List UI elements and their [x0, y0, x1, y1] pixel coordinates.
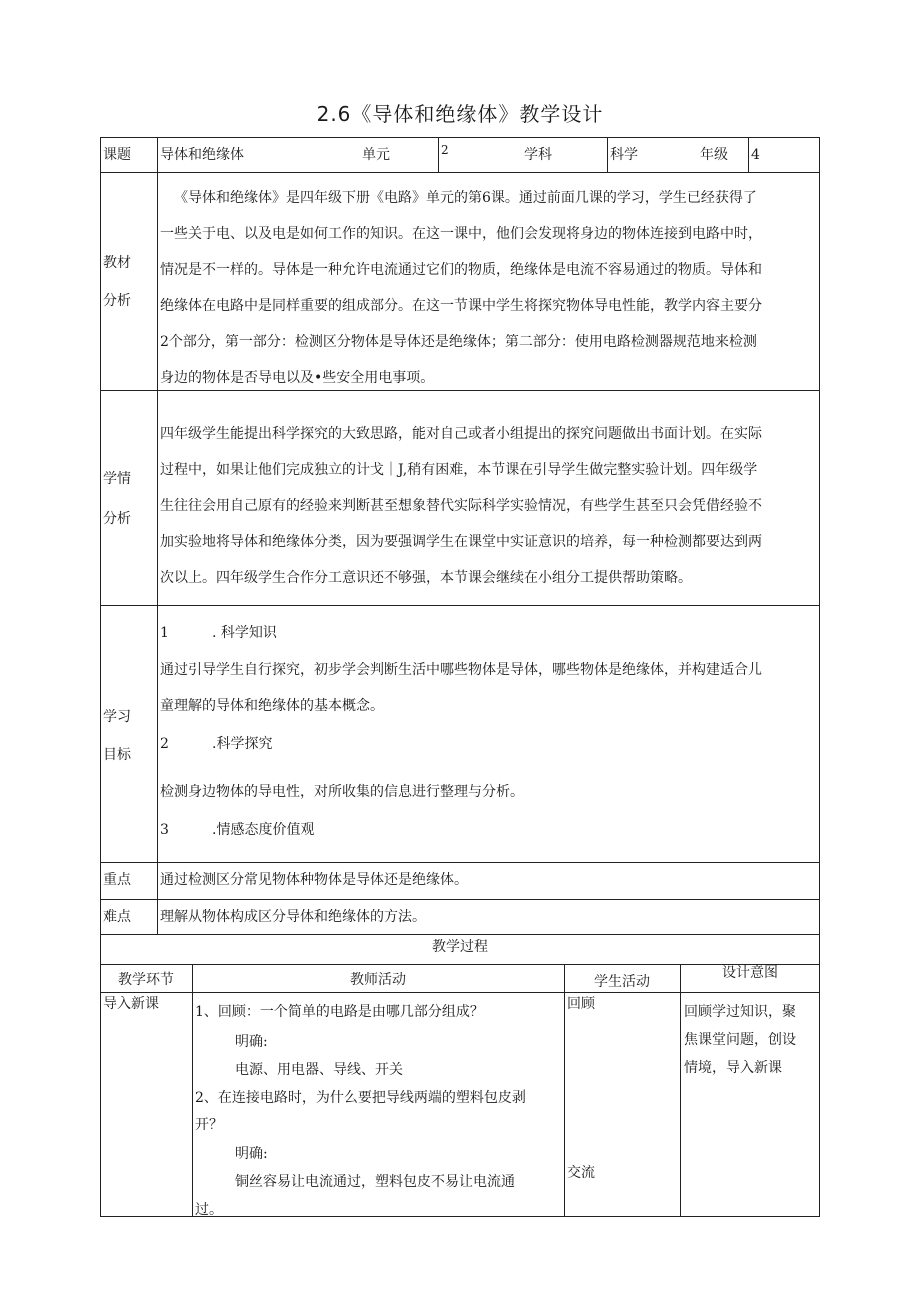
material-line: 一些关于电、以及电是如何工作的知识。在这一课中，他们会发现将身边的物体连接到电路中时， — [160, 226, 762, 242]
material-line: 身边的物体是否导电以及•些安全用电事项。 — [160, 370, 435, 386]
material-line: 情况是不一样的。导体是一种允许电流通过它们的物质，绝缘体是电流不容易通过的物质。导体和 — [160, 262, 762, 278]
rule — [680, 964, 681, 1216]
rule — [100, 992, 820, 993]
material-line: 《导体和绝缘体》是四年级下册《电路》单元的第6课。通过前面几课的学习，学生已经获得了 — [174, 190, 757, 206]
students-label: 学情 — [103, 471, 131, 487]
rule — [100, 862, 820, 863]
column-header-teacher: 教师活动 — [350, 972, 406, 988]
topic-label: 课题 — [103, 147, 131, 163]
teacher-line: 过。 — [195, 1202, 223, 1218]
column-header-student: 学生活动 — [594, 974, 650, 990]
column-header-design: 设计意图 — [722, 965, 778, 981]
rule — [100, 137, 820, 138]
stage-cell: 导入新课 — [103, 996, 159, 1012]
document-title: 2.6《导体和绝缘体》教学设计 — [316, 102, 604, 126]
students-line: 过程中，如果让他们完成独立的计戈｜J,稍有困难，本节课在引导学生做完整实验计划。四年级学 — [160, 462, 758, 478]
rule — [607, 137, 608, 172]
teacher-line: 2、在连接电路时，为什么要把导线两端的塑料包皮剥 — [195, 1090, 526, 1106]
rule — [748, 137, 749, 172]
unit-label: 单元 — [362, 147, 390, 163]
unit-value: 2 — [441, 143, 449, 157]
material-line: 2个部分，第一部分：检测区分物体是导体还是绝缘体；第二部分：使用电路检测器规范地来检测 — [160, 334, 757, 350]
goal-number: 1 — [160, 625, 169, 641]
rule — [157, 137, 158, 934]
subject-value: 科学 — [610, 147, 638, 163]
material-label: 分析 — [103, 293, 131, 309]
goal-title: . 科学知识 — [212, 625, 277, 641]
rule — [438, 137, 439, 172]
design-line: 焦课堂问题，创设 — [684, 1032, 796, 1048]
goal-desc: 通过引导学生自行探究，初步学会判断生活中哪些物体是导体，哪些物体是绝缘体，并构建适合儿 — [160, 662, 762, 678]
grade-label: 年级 — [700, 147, 728, 163]
rule — [100, 934, 820, 935]
goal-desc: 童理解的导体和绝缘体的基本概念。 — [160, 698, 384, 714]
rule — [100, 172, 820, 173]
goal-title: .情感态度价值观 — [212, 822, 315, 838]
students-line: 生往往会用自己原有的经验来判断甚至想象替代实际科学实验情况，有些学生甚至只会凭借经验不 — [160, 498, 762, 514]
student-activity: 交流 — [567, 1165, 595, 1181]
design-line: 情境，导入新课 — [684, 1060, 782, 1076]
material-line: 绝缘体在电路中是同样重要的组成部分。在这一节课中学生将探究物体导电性能，教学内容主要分 — [160, 298, 762, 314]
topic-value: 导体和绝缘体 — [160, 147, 244, 163]
goal-title: .科学探究 — [212, 736, 273, 752]
teacher-line: 电源、用电器、导线、开关 — [235, 1062, 403, 1078]
goals-label: 学习 — [103, 709, 131, 725]
key-point-label: 重点 — [103, 872, 131, 888]
column-header-stage: 教学环节 — [118, 972, 174, 988]
lesson-plan-table — [100, 137, 820, 1217]
rule — [100, 137, 101, 1217]
grade-value: 4 — [751, 147, 760, 163]
rule — [100, 390, 820, 391]
subject-label: 学科 — [524, 147, 552, 163]
students-label: 分析 — [103, 511, 131, 527]
students-line: 加实验地将导体和绝缘体分类，因为要强调学生在课堂中实证意识的培养，每一种检测都要达到两 — [160, 534, 762, 550]
process-header: 教学过程 — [432, 939, 488, 955]
difficulty-label: 难点 — [103, 909, 131, 925]
difficulty-text: 理解从物体构成区分导体和绝缘体的方法。 — [160, 909, 426, 925]
teacher-line: 明确: — [235, 1146, 268, 1162]
key-point-text: 通过检测区分常见物体种物体是导体还是绝缘体。 — [160, 872, 468, 888]
material-label: 教材 — [103, 255, 131, 271]
goal-number: 2 — [160, 736, 169, 752]
teacher-line: 1、回顾：一个简单的电路是由哪几部分组成？ — [195, 1004, 484, 1020]
teacher-line: 开？ — [195, 1117, 223, 1133]
rule — [819, 137, 820, 1217]
rule — [100, 899, 820, 900]
teacher-line: 明确: — [235, 1034, 268, 1050]
design-line: 回顾学过知识，聚 — [684, 1004, 796, 1020]
goal-number: 3 — [160, 822, 169, 838]
teacher-line: 铜丝容易让电流通过，塑料包皮不易让电流通 — [235, 1174, 515, 1190]
student-activity: 回顾 — [567, 996, 595, 1012]
rule — [192, 964, 193, 1216]
rule — [564, 964, 565, 1216]
rule — [100, 605, 820, 606]
students-line: 次以上。四年级学生合作分工意识还不够强，本节课会继续在小组分工提供帮助策略。 — [160, 570, 692, 586]
goal-desc: 检测身边物体的导电性，对所收集的信息进行整理与分析。 — [160, 784, 524, 800]
goals-label: 目标 — [103, 747, 131, 763]
students-line: 四年级学生能提出科学探究的大致思路，能对自己或者小组提出的探究问题做出书面计划。在实际 — [160, 426, 762, 442]
